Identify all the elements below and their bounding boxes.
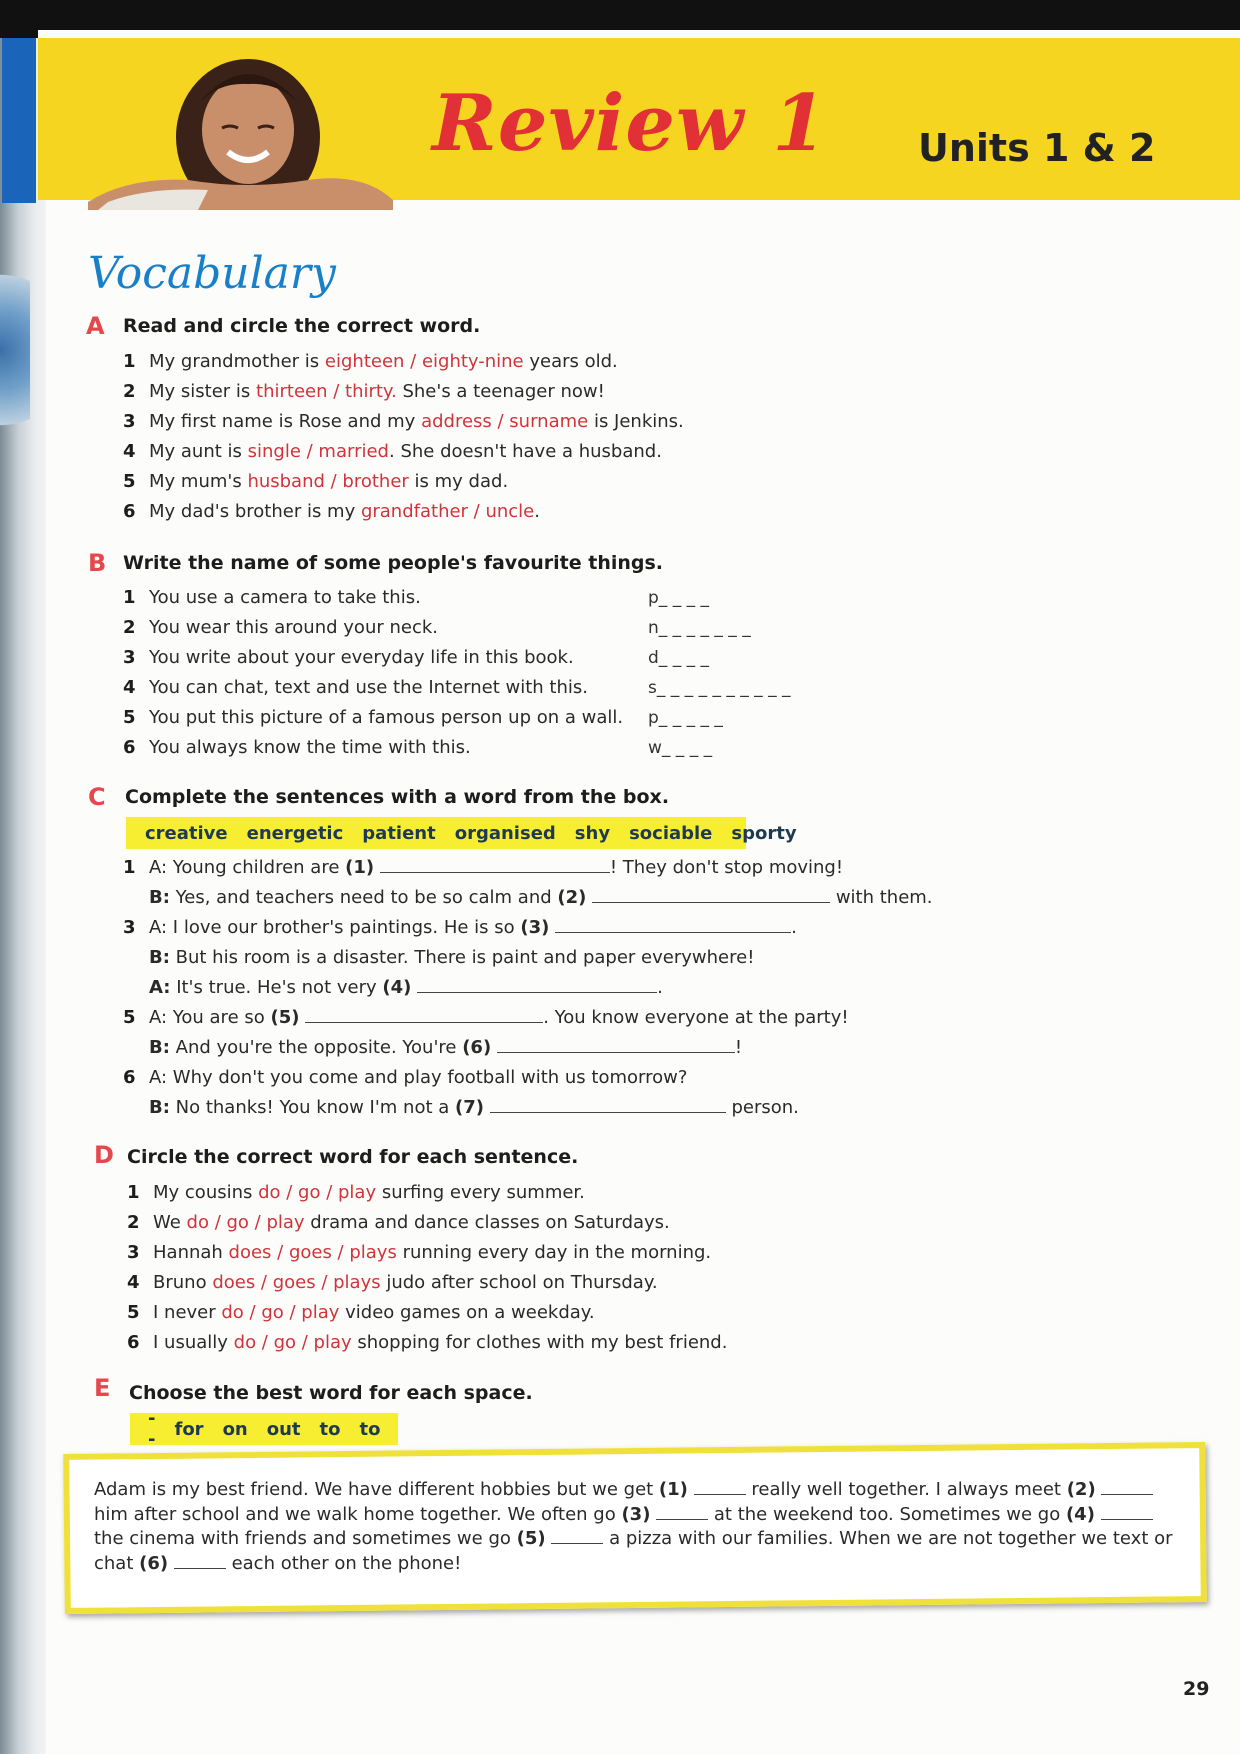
globe-illustration (0, 255, 30, 445)
list-item: 1 My grandmother is eighteen / eighty-nine years old. (123, 351, 618, 372)
answer-hint[interactable]: p_ _ _ _ _ (648, 708, 723, 728)
page-number: 29 (1183, 1678, 1210, 1700)
section-title-vocabulary: Vocabulary (88, 248, 336, 299)
passage-text: Adam is my best friend. We have different hobbies but we get (1) really well together. I always meet (2) him after school and we walk home together. We often go (3) at the weekend too. Sometimes we go (4) the cinema with friends and sometimes we go (5) a pizza with our families. When we are not together we text or chat (6) each other on the phone! (94, 1479, 1173, 1574)
answer-option[interactable]: do / go / play (186, 1212, 305, 1233)
list-item: 1 My cousins do / go / play surfing every summer. (127, 1182, 585, 1203)
answer-option[interactable]: eighteen / eighty-nine (324, 351, 524, 372)
dialogue-line: 3 A: I love our brother's paintings. He is so (3) . (123, 917, 797, 938)
answer-hint[interactable]: s_ _ _ _ _ _ _ _ _ _ (648, 678, 791, 698)
answer-option[interactable]: do / go / play (221, 1302, 340, 1323)
answer-hint[interactable]: w_ _ _ _ (648, 738, 713, 758)
word-box-item: sporty (731, 822, 797, 844)
word-box-item: to (359, 1418, 381, 1440)
answer-blank[interactable] (305, 1008, 543, 1023)
word-box-item: organised (454, 822, 556, 844)
girl-photo-illustration (88, 52, 393, 210)
section-e-instruction: Choose the best word for each space. (129, 1382, 533, 1404)
list-item: 3 You write about your everyday life in this book. (123, 647, 574, 668)
answer-option[interactable]: does / goes / plays (212, 1272, 381, 1293)
word-box-item: out (266, 1418, 301, 1440)
list-item: 1 You use a camera to take this. (123, 587, 421, 608)
word-box-item: sociable (629, 822, 713, 844)
answer-blank[interactable] (551, 1529, 603, 1544)
list-item: 6 You always know the time with this. (123, 737, 471, 758)
word-box-item: patient (362, 822, 436, 844)
answer-option[interactable]: thirteen / thirty. (256, 381, 397, 402)
answer-blank[interactable] (380, 858, 610, 873)
answer-option[interactable]: do / go / play (258, 1182, 377, 1203)
answer-hint[interactable]: p_ _ _ _ (648, 588, 710, 608)
word-box-item: on (222, 1418, 248, 1440)
list-item: 2 My sister is thirteen / thirty. She's a teenager now! (123, 381, 605, 402)
spine-blue-strip (2, 38, 36, 203)
answer-option[interactable]: does / goes / plays (228, 1242, 397, 1263)
units-label: Units 1 & 2 (918, 126, 1156, 170)
word-box-item: energetic (246, 822, 344, 844)
answer-option[interactable]: single / married (247, 441, 389, 462)
word-box-c (126, 817, 797, 849)
list-item: 6 My dad's brother is my grandfather / uncle. (123, 501, 540, 522)
answer-option[interactable]: husband / brother (247, 471, 409, 492)
section-d-letter: D (94, 1141, 114, 1169)
dialogue-line: B: Yes, and teachers need to be so calm and (2) with them. (149, 887, 933, 908)
dialogue-line: 5 A: You are so (5) . You know everyone at the party! (123, 1007, 849, 1028)
list-item: 4 Bruno does / goes / plays judo after school on Thursday. (127, 1272, 658, 1293)
dialogue-line: B: No thanks! You know I'm not a (7) person. (149, 1097, 799, 1118)
review-title: Review 1 (432, 78, 828, 169)
list-item: 5 You put this picture of a famous person up on a wall. (123, 707, 624, 728)
section-e-letter: E (94, 1374, 111, 1402)
section-c-letter: C (88, 783, 106, 811)
list-item: 5 My mum's husband / brother is my dad. (123, 471, 509, 492)
section-b-letter: B (88, 549, 107, 577)
word-box-item: shy (574, 822, 611, 844)
dialogue-line: B: But his room is a disaster. There is paint and paper everywhere! (149, 947, 755, 968)
list-item: 2 You wear this around your neck. (123, 617, 438, 638)
answer-blank[interactable] (490, 1098, 726, 1113)
answer-blank[interactable] (555, 918, 791, 933)
word-box-item: creative (145, 822, 228, 844)
answer-option[interactable]: address / surname (421, 411, 589, 432)
list-item: 3 Hannah does / goes / plays running every day in the morning. (127, 1242, 712, 1263)
answer-blank[interactable] (1101, 1480, 1153, 1495)
section-b-instruction: Write the name of some people's favourite things. (123, 552, 664, 574)
list-item: 5 I never do / go / play video games on a weekday. (127, 1302, 595, 1323)
dialogue-line: B: And you're the opposite. You're (6) ! (149, 1037, 743, 1058)
answer-blank[interactable] (656, 1505, 708, 1520)
word-box-item: -- (148, 1408, 156, 1450)
list-item: 3 My first name is Rose and my address / surname is Jenkins. (123, 411, 684, 432)
answer-blank[interactable] (592, 888, 830, 903)
answer-option[interactable]: grandfather / uncle (360, 501, 535, 522)
section-a-letter: A (86, 312, 105, 340)
answer-blank[interactable] (1101, 1505, 1153, 1520)
section-c-instruction: Complete the sentences with a word from the box. (125, 786, 670, 808)
section-a-instruction: Read and circle the correct word. (123, 315, 481, 337)
answer-blank[interactable] (694, 1480, 746, 1495)
list-item: 4 My aunt is single / married. She doesn't have a husband. (123, 441, 662, 462)
word-box-e (130, 1408, 398, 1450)
answer-blank[interactable] (497, 1038, 735, 1053)
answer-hint[interactable]: d_ _ _ _ (648, 648, 710, 668)
answer-option[interactable]: do / go / play (233, 1332, 352, 1353)
list-item: 6 I usually do / go / play shopping for clothes with my best friend. (127, 1332, 728, 1353)
answer-blank[interactable] (174, 1554, 226, 1569)
section-d-instruction: Circle the correct word for each sentence. (127, 1146, 579, 1168)
dialogue-line: 6 A: Why don't you come and play football with us tomorrow? (123, 1067, 688, 1088)
answer-hint[interactable]: n_ _ _ _ _ _ _ (648, 618, 751, 638)
word-box-item: for (174, 1418, 204, 1440)
list-item: 4 You can chat, text and use the Internet with this. (123, 677, 588, 698)
answer-blank[interactable] (417, 978, 657, 993)
list-item: 2 We do / go / play drama and dance classes on Saturdays. (127, 1212, 670, 1233)
word-box-item: to (319, 1418, 341, 1440)
dialogue-line: 1 A: Young children are (1) ! They don't stop moving! (123, 857, 844, 878)
dialogue-line: A: It's true. He's not very (4) . (149, 977, 663, 998)
